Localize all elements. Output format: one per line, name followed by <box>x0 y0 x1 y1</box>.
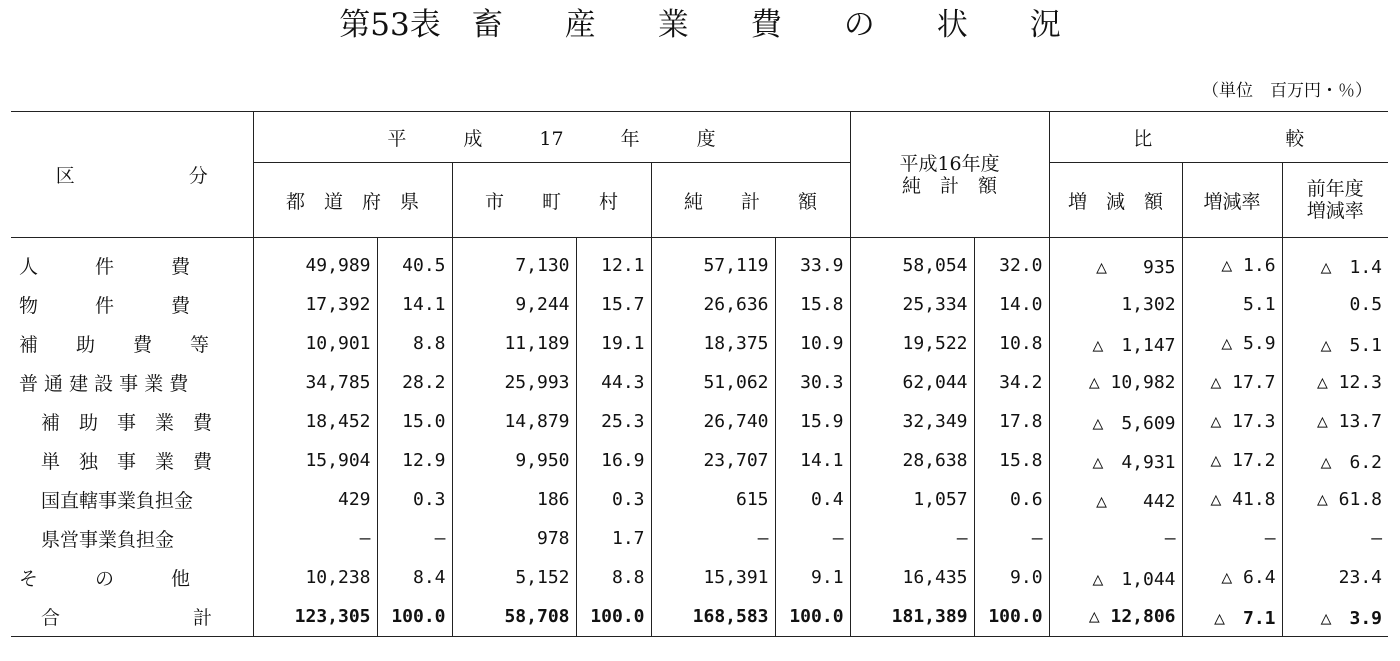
cell-zogengaku: — <box>1049 519 1182 558</box>
cell-zennendo-zogenritsu: 23.4 <box>1282 558 1388 597</box>
cell-todofuken-amount: 17,392 <box>253 285 377 324</box>
row-label: 補 助 費 等 <box>19 334 210 356</box>
table-row <box>11 285 1388 324</box>
row-label: 県営事業負担金 <box>41 529 175 551</box>
cell-h16-amount: 28,638 <box>850 441 974 480</box>
cell-h16-amount: — <box>850 519 974 558</box>
cell-zogengaku: △ 442 <box>1049 480 1182 519</box>
cell-h16-amount: 1,057 <box>850 480 974 519</box>
cell-zennendo-zogenritsu: △ 61.8 <box>1282 480 1388 519</box>
cell-h16-ratio: 15.8 <box>974 441 1049 480</box>
cell-shichoson-amount: 9,950 <box>452 441 576 480</box>
cell-shichoson-amount: 9,244 <box>452 285 576 324</box>
cell-h16-amount: 58,054 <box>850 238 974 286</box>
cell-h16-ratio: 10.8 <box>974 324 1049 363</box>
cell-todofuken-ratio: 28.2 <box>377 363 452 402</box>
cell-todofuken-ratio: 8.8 <box>377 324 452 363</box>
header-junkeigaku: 純 計 額 <box>651 163 850 238</box>
cell-h16-ratio: 14.0 <box>974 285 1049 324</box>
header-todofuken: 都 道 府 県 <box>253 163 452 238</box>
cell-shichoson-ratio: 16.9 <box>576 441 651 480</box>
cell-junkei-ratio: 30.3 <box>775 363 850 402</box>
cell-zennendo-zogenritsu: △ 1.4 <box>1282 238 1388 286</box>
cell-zogengaku: △ 10,982 <box>1049 363 1182 402</box>
cell-zennendo-zogenritsu: △ 5.1 <box>1282 324 1388 363</box>
cell-h16-ratio: 9.0 <box>974 558 1049 597</box>
header-hikaku: 比 較 <box>1049 112 1388 163</box>
cell-shichoson-amount: 25,993 <box>452 363 576 402</box>
cell-shichoson-amount: 186 <box>452 480 576 519</box>
cell-zogengaku: △ 935 <box>1049 238 1182 286</box>
cell-shichoson-ratio: 8.8 <box>576 558 651 597</box>
cell-zogenritsu: 5.1 <box>1182 285 1282 324</box>
cell-shichoson-amount: 7,130 <box>452 238 576 286</box>
header-zogengaku: 増 減 額 <box>1049 163 1182 238</box>
row-label: 合 計 <box>41 607 213 629</box>
cell-junkei-ratio: — <box>775 519 850 558</box>
cell-shichoson-amount: 14,879 <box>452 402 576 441</box>
header-heisei17: 平 成 17 年 度 <box>253 112 850 163</box>
cell-zennendo-zogenritsu: 0.5 <box>1282 285 1388 324</box>
livestock-expense-table <box>11 111 1388 637</box>
row-label: 物 件 費 <box>19 295 191 317</box>
cell-h16-amount: 19,522 <box>850 324 974 363</box>
cell-junkei-ratio: 33.9 <box>775 238 850 286</box>
cell-zogengaku: △ 1,044 <box>1049 558 1182 597</box>
cell-zennendo-zogenritsu: △ 13.7 <box>1282 402 1388 441</box>
cell-todofuken-ratio: 40.5 <box>377 238 452 286</box>
cell-junkei-ratio: 15.9 <box>775 402 850 441</box>
cell-zogengaku: 1,302 <box>1049 285 1182 324</box>
cell-shichoson-ratio: 25.3 <box>576 402 651 441</box>
cell-zogenritsu: △ 17.2 <box>1182 441 1282 480</box>
cell-zogenritsu: △ 5.9 <box>1182 324 1282 363</box>
cell-h16-ratio: 0.6 <box>974 480 1049 519</box>
cell-todofuken-amount: 10,238 <box>253 558 377 597</box>
cell-todofuken-ratio: 14.1 <box>377 285 452 324</box>
cell-shichoson-ratio: 100.0 <box>576 597 651 637</box>
cell-zogenritsu: △ 1.6 <box>1182 238 1282 286</box>
table-row <box>11 558 1388 597</box>
cell-h16-amount: 16,435 <box>850 558 974 597</box>
cell-h16-amount: 25,334 <box>850 285 974 324</box>
cell-todofuken-amount: 123,305 <box>253 597 377 637</box>
cell-shichoson-ratio: 0.3 <box>576 480 651 519</box>
cell-zogengaku: △ 12,806 <box>1049 597 1182 637</box>
cell-junkei-amount: 26,636 <box>651 285 775 324</box>
cell-todofuken-ratio: 8.4 <box>377 558 452 597</box>
cell-shichoson-ratio: 12.1 <box>576 238 651 286</box>
row-label: 人 件 費 <box>19 256 191 278</box>
cell-todofuken-amount: 10,901 <box>253 324 377 363</box>
cell-junkei-amount: 168,583 <box>651 597 775 637</box>
cell-todofuken-ratio: — <box>377 519 452 558</box>
row-label: 国直轄事業負担金 <box>41 490 194 512</box>
row-label: 補 助 事 業 費 <box>41 412 213 434</box>
table-row <box>11 238 1388 286</box>
cell-zennendo-zogenritsu: △ 3.9 <box>1282 597 1388 637</box>
table-row <box>11 441 1388 480</box>
cell-todofuken-ratio: 12.9 <box>377 441 452 480</box>
cell-junkei-ratio: 15.8 <box>775 285 850 324</box>
cell-h16-ratio: 34.2 <box>974 363 1049 402</box>
cell-h16-amount: 181,389 <box>850 597 974 637</box>
cell-shichoson-amount: 58,708 <box>452 597 576 637</box>
table-row <box>11 597 1388 637</box>
header-heisei16: 平成16年度 純 計 額 <box>850 112 1049 238</box>
cell-junkei-ratio: 0.4 <box>775 480 850 519</box>
cell-h16-amount: 62,044 <box>850 363 974 402</box>
cell-junkei-amount: 15,391 <box>651 558 775 597</box>
cell-shichoson-ratio: 44.3 <box>576 363 651 402</box>
cell-h16-amount: 32,349 <box>850 402 974 441</box>
table-row <box>11 480 1388 519</box>
cell-shichoson-amount: 5,152 <box>452 558 576 597</box>
cell-zogenritsu: △ 41.8 <box>1182 480 1282 519</box>
cell-shichoson-amount: 978 <box>452 519 576 558</box>
cell-shichoson-ratio: 15.7 <box>576 285 651 324</box>
cell-zogenritsu: △ 17.3 <box>1182 402 1282 441</box>
cell-junkei-amount: — <box>651 519 775 558</box>
row-label: 普 通 建 設 事 業 費 <box>19 373 189 395</box>
cell-todofuken-amount: 15,904 <box>253 441 377 480</box>
cell-junkei-amount: 57,119 <box>651 238 775 286</box>
cell-h16-ratio: — <box>974 519 1049 558</box>
cell-junkei-ratio: 10.9 <box>775 324 850 363</box>
cell-todofuken-amount: 429 <box>253 480 377 519</box>
cell-zogenritsu: — <box>1182 519 1282 558</box>
cell-h16-ratio: 100.0 <box>974 597 1049 637</box>
cell-zogengaku: △ 4,931 <box>1049 441 1182 480</box>
table-row <box>11 324 1388 363</box>
cell-zennendo-zogenritsu: — <box>1282 519 1388 558</box>
cell-zogenritsu: △ 6.4 <box>1182 558 1282 597</box>
page-title: 第53表 畜 産 業 費 の 状 況 <box>339 7 1061 43</box>
cell-zennendo-zogenritsu: △ 12.3 <box>1282 363 1388 402</box>
header-kubun: 区 分 <box>11 112 253 238</box>
cell-h16-ratio: 17.8 <box>974 402 1049 441</box>
cell-todofuken-amount: — <box>253 519 377 558</box>
cell-zogengaku: △ 5,609 <box>1049 402 1182 441</box>
cell-todofuken-ratio: 15.0 <box>377 402 452 441</box>
header-zennendo: 前年度 増減率 <box>1282 163 1388 238</box>
cell-junkei-amount: 23,707 <box>651 441 775 480</box>
cell-junkei-ratio: 100.0 <box>775 597 850 637</box>
cell-shichoson-ratio: 19.1 <box>576 324 651 363</box>
cell-shichoson-ratio: 1.7 <box>576 519 651 558</box>
table-row <box>11 363 1388 402</box>
cell-todofuken-ratio: 0.3 <box>377 480 452 519</box>
cell-junkei-amount: 51,062 <box>651 363 775 402</box>
cell-todofuken-amount: 34,785 <box>253 363 377 402</box>
cell-shichoson-amount: 11,189 <box>452 324 576 363</box>
unit-note: （単位 百万円・％） <box>1202 81 1372 101</box>
cell-junkei-ratio: 14.1 <box>775 441 850 480</box>
cell-junkei-amount: 18,375 <box>651 324 775 363</box>
cell-todofuken-amount: 18,452 <box>253 402 377 441</box>
table-row <box>11 519 1388 558</box>
cell-todofuken-amount: 49,989 <box>253 238 377 286</box>
cell-zogengaku: △ 1,147 <box>1049 324 1182 363</box>
cell-zogenritsu: △ 7.1 <box>1182 597 1282 637</box>
cell-junkei-ratio: 9.1 <box>775 558 850 597</box>
header-shichoson: 市 町 村 <box>452 163 651 238</box>
cell-zogenritsu: △ 17.7 <box>1182 363 1282 402</box>
cell-junkei-amount: 26,740 <box>651 402 775 441</box>
row-label: そ の 他 <box>19 568 191 590</box>
cell-junkei-amount: 615 <box>651 480 775 519</box>
row-label: 単 独 事 業 費 <box>41 451 213 473</box>
cell-todofuken-ratio: 100.0 <box>377 597 452 637</box>
cell-zennendo-zogenritsu: △ 6.2 <box>1282 441 1388 480</box>
cell-h16-ratio: 32.0 <box>974 238 1049 286</box>
header-zogenritsu: 増減率 <box>1182 163 1282 238</box>
table-row <box>11 402 1388 441</box>
